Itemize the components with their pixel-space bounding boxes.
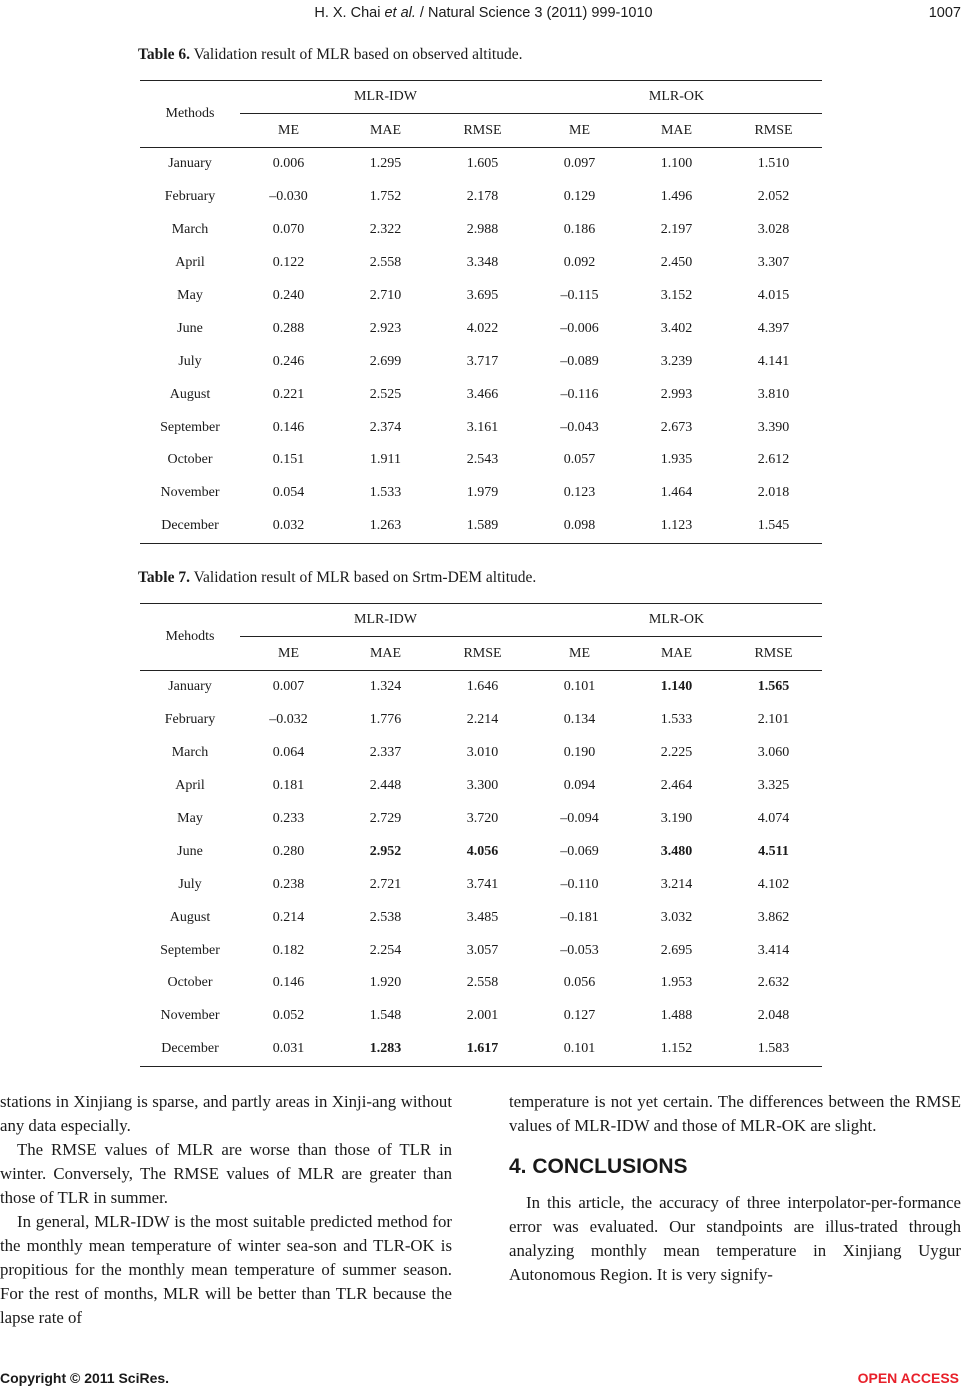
table-cell: 0.031	[240, 1033, 337, 1066]
table-cell: –0.006	[560, 320, 599, 336]
table-cell: 2.374	[369, 419, 402, 435]
row-month: June	[177, 320, 203, 336]
table6-subheader: RMSE	[725, 114, 822, 148]
table-cell: 0.233	[272, 811, 305, 826]
table-cell: 3.057	[466, 942, 499, 958]
table6-body	[140, 148, 822, 544]
table-cell: –0.053	[560, 942, 599, 958]
table-cell: 2.558	[369, 255, 402, 271]
table6-group-mlr-ok: MLR-OK	[531, 81, 822, 114]
table-cell: 2.450	[660, 255, 693, 271]
table7-subheader: RMSE	[725, 637, 822, 671]
footer-open-access: OPEN ACCESS	[857, 1370, 959, 1386]
table-cell: 3.862	[757, 909, 790, 925]
table-cell: 0.240	[272, 288, 305, 303]
table-cell: 3.741	[466, 876, 499, 892]
table-cell: 4.511	[758, 843, 789, 859]
table-cell: –0.069	[560, 843, 599, 859]
table-cell: 2.448	[369, 778, 402, 794]
row-month: November	[160, 1008, 220, 1024]
table-row	[140, 704, 822, 737]
table-cell: 2.337	[369, 745, 402, 761]
table-cell: 2.710	[369, 288, 402, 303]
row-month: February	[164, 712, 216, 728]
row-month: May	[177, 288, 203, 303]
table7-stub-header: Mehodts	[140, 604, 240, 671]
table-cell: 1.776	[369, 712, 402, 728]
table-cell: 3.810	[757, 386, 790, 402]
table-cell: 1.496	[660, 189, 693, 205]
row-month: July	[178, 876, 202, 892]
table-cell: 3.466	[466, 386, 499, 402]
table-row	[140, 967, 822, 1000]
table-cell: 2.923	[369, 320, 402, 336]
table-cell: 3.414	[757, 942, 790, 958]
footer-copyright: Copyright © 2011 SciRes.	[0, 1370, 170, 1386]
table-cell: 0.098	[531, 510, 628, 543]
table-row	[140, 803, 822, 836]
table-cell: 1.295	[369, 156, 402, 172]
table-cell: 1.488	[660, 1008, 693, 1024]
table-cell: 0.057	[563, 452, 596, 468]
table-cell: 1.646	[466, 679, 499, 695]
right-paragraph-1: temperature is not yet certain. The differences between the RMSE values of MLR-IDW and those of MLR-OK are slight.	[509, 1092, 961, 1135]
table-cell: 1.464	[660, 485, 693, 501]
table-cell: 1.263	[337, 510, 434, 543]
table-row	[140, 214, 822, 247]
table-row	[140, 671, 822, 704]
page-number: 1007	[928, 5, 961, 21]
table-cell: 1.140	[660, 679, 693, 695]
table-cell: 2.101	[757, 712, 790, 728]
table-cell: 2.464	[660, 778, 693, 794]
table-cell: –0.043	[560, 419, 599, 435]
table7-label: Table 7.	[138, 569, 190, 586]
running-header	[0, 2, 967, 24]
table-row	[140, 477, 822, 510]
table-cell: –0.094	[560, 811, 599, 826]
table6	[140, 80, 822, 544]
table-cell: 1.565	[757, 679, 790, 695]
table-cell: 0.151	[272, 452, 305, 468]
table-cell: 0.280	[272, 843, 305, 859]
table-cell: 0.070	[272, 222, 305, 238]
table-cell: 3.032	[660, 909, 693, 925]
table-cell: –0.181	[560, 909, 599, 925]
table-cell: 2.543	[466, 452, 499, 468]
table-row	[140, 148, 822, 181]
table-row	[140, 901, 822, 934]
table-cell: 0.056	[563, 975, 596, 991]
table7-group-mlr-ok: MLR-OK	[531, 604, 822, 637]
table-cell: 3.190	[660, 811, 693, 826]
header-citation	[0, 5, 967, 21]
table-cell: 2.538	[369, 909, 402, 925]
table-cell: 0.181	[272, 778, 305, 794]
table-cell: 1.545	[725, 510, 822, 543]
table-cell: 2.018	[757, 485, 790, 501]
table-cell: 2.558	[466, 975, 499, 991]
table7-title: Validation result of MLR based on Srtm-DEM altitude.	[189, 569, 537, 586]
header-authors: H. X. Chai	[314, 5, 385, 21]
table6-stub-header: Methods	[140, 81, 240, 148]
table-cell: 1.605	[466, 156, 499, 172]
table-cell: –0.030	[269, 189, 308, 205]
table-cell: 2.721	[369, 876, 402, 892]
table7-body	[140, 671, 822, 1067]
table-cell: 1.752	[369, 189, 402, 205]
table-cell: 1.152	[628, 1033, 725, 1066]
table-cell: 0.007	[272, 679, 305, 695]
table6-title: Validation result of MLR based on observed altitude.	[189, 46, 523, 63]
table6-label: Table 6.	[138, 46, 190, 63]
table-cell: 0.246	[272, 353, 305, 369]
row-month: March	[171, 745, 209, 761]
table-cell: 0.122	[272, 255, 305, 271]
table-cell: 4.074	[757, 811, 790, 826]
table6-subheader: ME	[531, 114, 628, 148]
table-cell: 4.102	[757, 876, 790, 892]
table-cell: 1.953	[660, 975, 693, 991]
table-cell: 2.632	[757, 975, 790, 991]
table-cell: 3.390	[757, 419, 790, 435]
table-cell: 1.510	[757, 156, 790, 172]
row-month: August	[169, 909, 211, 925]
table-row	[140, 934, 822, 967]
table-cell: 3.307	[757, 255, 790, 271]
table-row	[140, 1000, 822, 1033]
table-cell: 3.348	[466, 255, 499, 271]
table-cell: 2.673	[660, 419, 693, 435]
table-cell: 0.094	[563, 778, 596, 794]
table-cell: 0.097	[563, 156, 596, 172]
row-month: July	[178, 353, 202, 369]
table-cell: 0.238	[272, 876, 305, 892]
table-row	[140, 411, 822, 444]
table-cell: 2.695	[660, 942, 693, 958]
table-row	[140, 444, 822, 477]
table7-subheader: MAE	[337, 637, 434, 671]
left-paragraph-2: The RMSE values of MLR are worse than those of TLR in winter. Conversely, The RMSE values of MLR are greater than those of TLR in summer.	[0, 1140, 452, 1207]
table-row	[140, 280, 822, 313]
table-row	[140, 378, 822, 411]
table-row	[140, 510, 822, 543]
table-cell: 3.402	[660, 320, 693, 336]
table-cell: 2.001	[466, 1008, 499, 1024]
row-month: June	[177, 843, 203, 859]
table-cell: –0.110	[560, 876, 599, 892]
table-cell: 4.015	[757, 288, 790, 303]
table-cell: 2.322	[369, 222, 402, 238]
table-cell: 0.186	[563, 222, 596, 238]
table-row	[140, 181, 822, 214]
table-row	[140, 770, 822, 803]
table-cell: 3.300	[466, 778, 499, 794]
table-cell: 0.064	[272, 745, 305, 761]
table-cell: 2.225	[660, 745, 693, 761]
table-cell: 4.056	[466, 843, 499, 859]
right-paragraph-2: In this article, the accuracy of three interpolator-per-formance error was evaluated. Our standpoints are illus-trated through analyzing monthly mean temperature in Xinjiang Uygur Autonomous Region. It is very signify-	[509, 1193, 961, 1284]
body-right-column	[509, 1090, 961, 1287]
row-month: September	[160, 942, 220, 958]
table6-subheader: RMSE	[434, 114, 531, 148]
table-cell: 0.101	[563, 679, 596, 695]
table6-subheader: MAE	[628, 114, 725, 148]
table-cell: 3.239	[660, 353, 693, 369]
table-row	[140, 345, 822, 378]
table-cell: 1.123	[628, 510, 725, 543]
table6-group-mlr-idw: MLR-IDW	[240, 81, 531, 114]
table-cell: 1.617	[434, 1033, 531, 1066]
table7-caption	[138, 569, 536, 587]
table-cell: 0.214	[272, 909, 305, 925]
table-cell: 3.161	[466, 419, 499, 435]
table-cell: 2.254	[369, 942, 402, 958]
table7-subheader: ME	[240, 637, 337, 671]
table-cell: 2.612	[757, 452, 790, 468]
table-cell: 0.052	[272, 1008, 305, 1024]
table-cell: –0.116	[560, 386, 599, 402]
table-row	[140, 312, 822, 345]
table-row	[140, 737, 822, 770]
table-cell: 0.134	[563, 712, 596, 728]
table-cell: –0.089	[560, 353, 599, 369]
table-cell: 0.288	[272, 320, 305, 336]
body-left-column	[0, 1090, 452, 1330]
table-cell: 4.022	[466, 320, 499, 336]
table-row	[140, 835, 822, 868]
table-cell: 1.911	[370, 452, 401, 468]
row-month: March	[171, 222, 209, 238]
table-cell: 2.988	[466, 222, 499, 238]
table7-group-mlr-idw: MLR-IDW	[240, 604, 531, 637]
table7-subheader-row	[140, 637, 822, 671]
row-month: September	[160, 419, 220, 435]
table-cell: 1.533	[369, 485, 402, 501]
table-cell: 2.197	[660, 222, 693, 238]
table-cell: 2.993	[660, 386, 693, 402]
table7	[140, 603, 822, 1067]
table6-subheader: MAE	[337, 114, 434, 148]
table-cell: 0.129	[563, 189, 596, 205]
table-cell: 0.182	[272, 942, 305, 958]
table-cell: 2.525	[369, 386, 402, 402]
table-cell: 1.920	[369, 975, 402, 991]
row-month: December	[140, 510, 240, 543]
table-row	[140, 1033, 822, 1066]
row-month: November	[160, 485, 220, 501]
table-cell: 1.583	[725, 1033, 822, 1066]
table-cell: 0.032	[240, 510, 337, 543]
table-cell: 3.325	[757, 778, 790, 794]
row-month: January	[168, 679, 212, 695]
table-cell: 3.060	[757, 745, 790, 761]
left-paragraph-1: stations in Xinjiang is sparse, and partly areas in Xinji-ang without any data especially.	[0, 1092, 452, 1135]
table-cell: 3.010	[466, 745, 499, 761]
table-cell: 0.123	[563, 485, 596, 501]
table-cell: 0.006	[272, 156, 305, 172]
row-month: April	[175, 778, 205, 794]
table-cell: 1.533	[660, 712, 693, 728]
table-cell: 3.720	[466, 811, 499, 826]
table-cell: 3.695	[466, 288, 499, 303]
table7-subheader: ME	[531, 637, 628, 671]
table-cell: 1.283	[337, 1033, 434, 1066]
row-month: February	[164, 189, 216, 205]
table-cell: 4.397	[757, 320, 790, 336]
row-month: October	[167, 975, 213, 991]
table-cell: 2.699	[369, 353, 402, 369]
section-heading-conclusions: 4. CONCLUSIONS	[509, 1155, 688, 1178]
table-cell: 1.589	[434, 510, 531, 543]
table-cell: 3.480	[660, 843, 693, 859]
table-cell: –0.115	[560, 288, 599, 303]
table-cell: 2.052	[757, 189, 790, 205]
row-month: April	[175, 255, 205, 271]
row-month: December	[140, 1033, 240, 1066]
table-cell: 2.178	[466, 189, 499, 205]
table-cell: 0.101	[531, 1033, 628, 1066]
left-paragraph-3: In general, MLR-IDW is the most suitable predicted method for the monthly mean temperature of winter sea-son and TLR-OK is propitious for the monthly mean temperature of summer season. For the rest of months, MLR will be better than TLR because the lapse rate of	[0, 1212, 452, 1327]
row-month: May	[177, 811, 203, 826]
table7-subheader: MAE	[628, 637, 725, 671]
table6-subheader-row	[140, 114, 822, 148]
table-cell: 2.214	[466, 712, 499, 728]
row-month: January	[168, 156, 212, 172]
table-row	[140, 247, 822, 280]
table-cell: 2.952	[369, 843, 402, 859]
table-cell: 2.729	[369, 811, 402, 826]
header-etal: et al.	[384, 5, 416, 21]
table-cell: 0.146	[272, 419, 305, 435]
table-cell: 3.028	[757, 222, 790, 238]
row-month: October	[167, 452, 213, 468]
table-cell: 3.152	[660, 288, 693, 303]
table-cell: 1.100	[660, 156, 693, 172]
table-cell: 1.935	[660, 452, 693, 468]
table-cell: 0.127	[563, 1008, 596, 1024]
table6-subheader: ME	[240, 114, 337, 148]
table7-subheader: RMSE	[434, 637, 531, 671]
table-cell: 1.548	[369, 1008, 402, 1024]
table-cell: 2.048	[757, 1008, 790, 1024]
table-cell: –0.032	[269, 712, 308, 728]
table-cell: 0.146	[272, 975, 305, 991]
table-cell: 1.324	[369, 679, 402, 695]
table-cell: 0.221	[272, 386, 305, 402]
table-cell: 3.485	[466, 909, 499, 925]
table-row	[140, 868, 822, 901]
table-cell: 0.092	[563, 255, 596, 271]
table-cell: 0.190	[563, 745, 596, 761]
row-month: August	[169, 386, 211, 402]
table-cell: 1.979	[466, 485, 499, 501]
table-cell: 3.214	[660, 876, 693, 892]
table6-caption	[138, 46, 522, 64]
table-cell: 3.717	[466, 353, 499, 369]
table-cell: 0.054	[272, 485, 305, 501]
header-journal: / Natural Science 3 (2011) 999-1010	[415, 5, 653, 21]
table-cell: 4.141	[757, 353, 790, 369]
